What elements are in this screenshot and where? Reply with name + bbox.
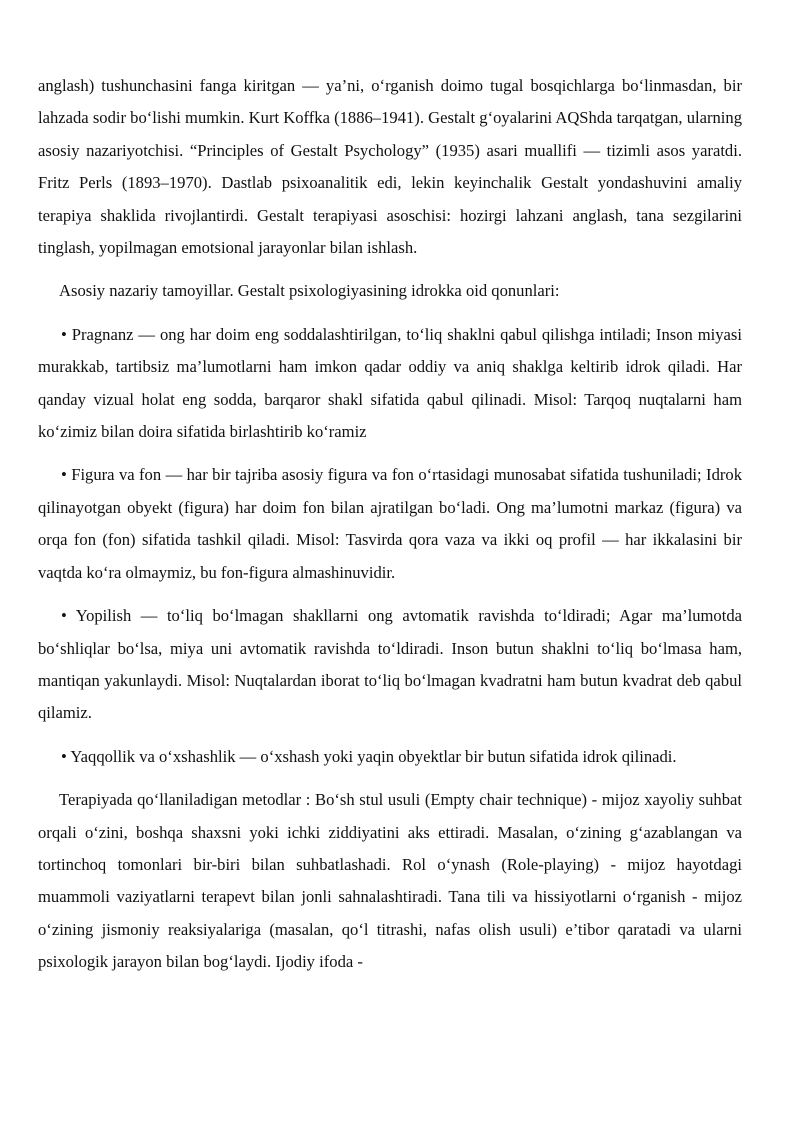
bullet-figure-ground: • Figura va fon — har bir tajriba asosiy figura va fon o‘rtasidagi munosabat sifatida tushuniladi; Idrok qilinayotgan obyekt (figura) har doim fon bilan ajratilgan bo‘ladi. Ong ma’lumotni markaz (figura) va orqa fon (fon) sifatida tashkil qiladi. Misol: Tasvirda qora vaza va ikki oq profil — har ikkalasini bir vaqtda ko‘ra olmaymiz, bu fon-figura almashinuvidir.: [38, 465, 742, 582]
paragraph-therapy-methods: Terapiyada qo‘llaniladigan metodlar : Bo‘sh stul usuli (Empty chair technique) - mijoz xayoliy suhbat orqali o‘zini, boshqa shaxsni yoki ichki ziddiyatini aks ettiradi. Masalan, o‘zining g‘azablangan va tortinchoq tomonlari bir-biri bilan suhbatlashadi. Rol o‘ynash (Role-playing) - mijoz hayotdagi muammoli vaziyatlarni terapevt bilan jonli sahnalashtiradi. Tana tili va hissiyotlarni o‘rganish - mijoz o‘zining jismoniy reaksiyalariga (masalan, qo‘l titrashi, nafas olish usuli) e’tibor qaratadi va ularni psixologik jarayon bilan bog‘laydi. Ijodiy ifoda -: [38, 790, 742, 972]
bullet-pragnanz: • Pragnanz — ong har doim eng soddalashtirilgan, to‘liq shaklni qabul qilishga intiladi; Inson miyasi murakkab, tartibsiz ma’lumotlarni ham imkon qadar oddiy va aniq shaklga keltirib idrok qiladi. Har qanday vizual holat eng sodda, barqaror shakl sifatida qabul qilinadi. Misol: Tarqoq nuqtalarni ham ko‘zimiz bilan doira sifatida birlashtirib ko‘ramiz: [38, 324, 742, 442]
bullet-closure: • Yopilish — to‘liq bo‘lmagan shakllarni ong avtomatik ravishda to‘ldiradi; Agar ma’lumotda bo‘shliqlar bo‘lsa, miya uni avtomatik ravishda to‘ldiradi. Inson butun shaklni to‘liq bo‘lmasa ham, mantiqan yakunlaydi. Misol: Nuqtalardan iborat to‘liq bo‘lmagan kvadratni ham butun kvadrat deb qabul qilamiz.: [38, 606, 742, 723]
paragraph-gestalt-founders: anglash) tushunchasini fanga kiritgan — ya’ni, o‘rganish doimo tugal bosqichlarga bo‘linmasdan, bir lahzada sodir bo‘lishi mumkin. Kurt Koffka (1886–1941). Gestalt g‘oyalarini AQShda tarqatgan, ularning asosiy nazariyotchisi. “Principles of Gestalt Psychology” (1935) asari muallifi — tizimli asos yaratdi. Fritz Perls (1893–1970). Dastlab psixoanalitik edi, lekin keyinchalik Gestalt yondashuvini amaliy terapiya shaklida rivojlantirdi. Gestalt terapiyasi asoschisi: hozirgi lahzani anglash, tana sezgilarini tinglash, yopilmagan emotsional jarayonlar bilan ishlash.: [38, 76, 742, 258]
bullet-similarity: • Yaqqollik va o‘xshashlik — o‘xshash yoki yaqin obyektlar bir butun sifatida idrok qilinadi.: [61, 746, 677, 766]
document-page: [38, 70, 742, 979]
paragraph-principles-intro: Asosiy nazariy tamoyillar. Gestalt psixologiyasining idrokka oid qonunlari:: [59, 281, 560, 301]
